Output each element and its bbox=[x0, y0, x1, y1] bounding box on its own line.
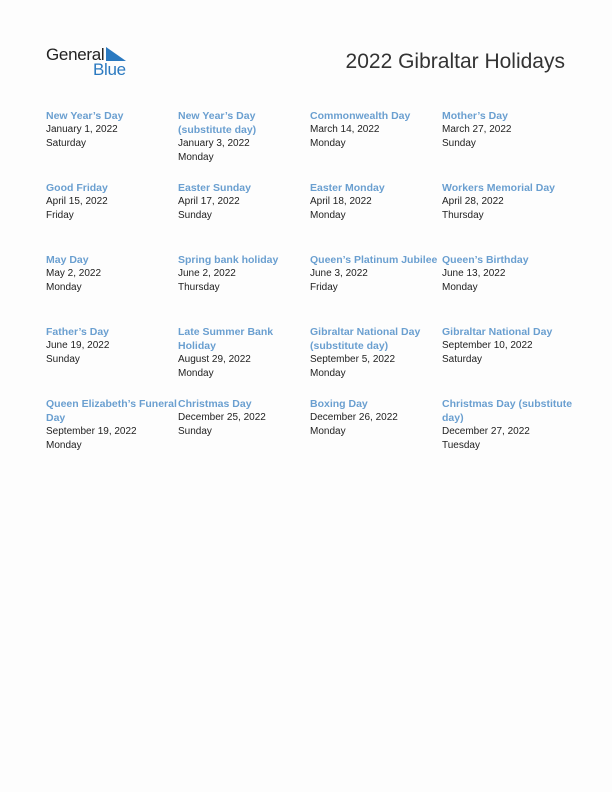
holiday-name: Mother’s Day bbox=[442, 110, 508, 122]
holiday-name: Easter Monday bbox=[310, 182, 385, 194]
holiday-name: May Day bbox=[46, 254, 89, 266]
holiday-entry bbox=[178, 109, 310, 181]
holiday-weekday: Friday bbox=[46, 210, 74, 221]
logo-triangle-icon bbox=[106, 47, 126, 61]
holiday-name: Father’s Day bbox=[46, 326, 110, 338]
holiday-entry bbox=[310, 109, 442, 181]
holiday-entry bbox=[46, 109, 178, 181]
holiday-entry bbox=[46, 253, 178, 325]
holiday-name: Spring bank holiday bbox=[178, 254, 279, 266]
holiday-weekday: Sunday bbox=[46, 354, 80, 365]
holiday-entry bbox=[310, 397, 442, 469]
page-title: 2022 Gibraltar Holidays bbox=[345, 50, 565, 73]
generalblue-logo bbox=[46, 45, 136, 81]
holiday-entry bbox=[46, 397, 178, 469]
holiday-name: Workers Memorial Day bbox=[442, 182, 556, 194]
holiday-date: May 2, 2022 bbox=[46, 268, 102, 279]
holiday-date: June 2, 2022 bbox=[178, 268, 236, 279]
holiday-date: June 19, 2022 bbox=[46, 340, 110, 351]
logo-text-blue: Blue bbox=[93, 60, 126, 79]
holiday-entry bbox=[442, 253, 576, 325]
holiday-name: Christmas Day bbox=[178, 398, 252, 410]
holiday-weekday: Sunday bbox=[178, 210, 212, 221]
holiday-weekday: Monday bbox=[46, 282, 82, 293]
holiday-weekday: Saturday bbox=[442, 354, 483, 365]
holiday-date: March 27, 2022 bbox=[442, 124, 512, 135]
holiday-date: April 18, 2022 bbox=[310, 196, 372, 207]
holiday-entry bbox=[310, 181, 442, 253]
holiday-date: June 13, 2022 bbox=[442, 268, 506, 279]
holiday-date: December 27, 2022 bbox=[442, 426, 530, 437]
holiday-date: April 28, 2022 bbox=[442, 196, 504, 207]
holiday-weekday: Sunday bbox=[178, 426, 212, 437]
holiday-weekday: Monday bbox=[310, 210, 346, 221]
holiday-date: January 1, 2022 bbox=[46, 124, 118, 135]
holiday-grid bbox=[46, 109, 576, 469]
holiday-weekday: Thursday bbox=[442, 210, 484, 221]
holiday-weekday: Thursday bbox=[178, 282, 220, 293]
holiday-entry bbox=[310, 325, 442, 397]
holiday-weekday: Friday bbox=[310, 282, 338, 293]
holiday-name: Late Summer Bank Holiday bbox=[178, 326, 274, 352]
holiday-date: June 3, 2022 bbox=[310, 268, 368, 279]
holiday-name: Commonwealth Day bbox=[310, 110, 411, 122]
holiday-weekday: Sunday bbox=[442, 138, 476, 149]
holiday-entry bbox=[46, 325, 178, 397]
holiday-weekday: Monday bbox=[442, 282, 478, 293]
holiday-name: Queen’s Birthday bbox=[442, 254, 529, 266]
holiday-date: September 10, 2022 bbox=[442, 340, 533, 351]
holiday-weekday: Tuesday bbox=[442, 440, 480, 451]
holiday-entry bbox=[442, 181, 576, 253]
holiday-date: December 25, 2022 bbox=[178, 412, 266, 423]
holiday-entry bbox=[46, 181, 178, 253]
holiday-weekday: Monday bbox=[310, 138, 346, 149]
holiday-weekday: Monday bbox=[178, 368, 214, 379]
holiday-name: Good Friday bbox=[46, 182, 108, 194]
holiday-name: Gibraltar National Day (substitute day) bbox=[310, 326, 421, 352]
holiday-name: New Year’s Day (substitute day) bbox=[178, 110, 257, 136]
holiday-entry bbox=[178, 181, 310, 253]
holiday-entry bbox=[178, 253, 310, 325]
holiday-date: March 14, 2022 bbox=[310, 124, 380, 135]
holiday-entry bbox=[442, 109, 576, 181]
holiday-entry bbox=[310, 253, 442, 325]
holiday-date: April 17, 2022 bbox=[178, 196, 240, 207]
holiday-entry bbox=[442, 397, 576, 469]
holiday-entry bbox=[178, 325, 310, 397]
holiday-date: April 15, 2022 bbox=[46, 196, 108, 207]
holiday-weekday: Monday bbox=[46, 440, 82, 451]
holiday-name: Gibraltar National Day bbox=[442, 326, 553, 338]
holiday-name: Queen’s Platinum Jubilee bbox=[310, 254, 438, 266]
holiday-weekday: Monday bbox=[310, 426, 346, 437]
holiday-name: Queen Elizabeth’s Funeral Day bbox=[46, 398, 177, 424]
logo-text-general: General bbox=[46, 45, 105, 64]
holiday-date: January 3, 2022 bbox=[178, 138, 250, 149]
holiday-date: August 29, 2022 bbox=[178, 354, 251, 365]
holiday-name: Boxing Day bbox=[310, 398, 368, 410]
holiday-weekday: Monday bbox=[310, 368, 346, 379]
holiday-entry bbox=[178, 397, 310, 469]
holiday-weekday: Monday bbox=[178, 152, 214, 163]
holiday-weekday: Saturday bbox=[46, 138, 87, 149]
holiday-entry bbox=[442, 325, 576, 397]
holiday-date: September 19, 2022 bbox=[46, 426, 137, 437]
holiday-date: September 5, 2022 bbox=[310, 354, 396, 365]
holiday-date: December 26, 2022 bbox=[310, 412, 398, 423]
holiday-name: Easter Sunday bbox=[178, 182, 251, 194]
holiday-name: New Year’s Day bbox=[46, 110, 124, 122]
holiday-name: Christmas Day (substitute day) bbox=[442, 398, 573, 424]
